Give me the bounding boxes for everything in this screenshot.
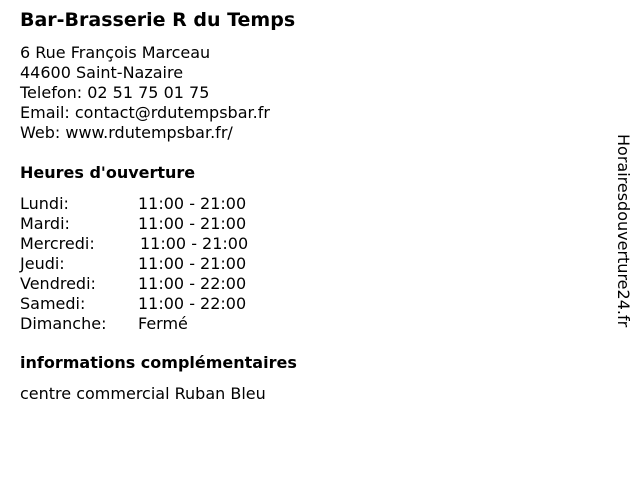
phone-line: Telefon: 02 51 75 01 75 [20,83,210,102]
hours-row-friday [20,274,248,294]
business-name: Bar-Brasserie R du Temps [20,9,296,31]
time-value: 11:00 - 21:00 [138,254,247,273]
hours-row-saturday [20,294,248,314]
info-heading: informations complémentaires [20,353,297,372]
address-city: 44600 Saint-Nazaire [20,63,184,82]
email-line: Email: contact@rdutempsbar.fr [20,103,270,122]
info-text: centre commercial Ruban Bleu [20,384,266,403]
time-value: 11:00 - 21:00 [140,234,249,253]
address-street: 6 Rue François Marceau [20,43,211,62]
day-label: Samedi: [20,294,86,313]
day-label: Mardi: [20,214,70,233]
web-line: Web: www.rdutempsbar.fr/ [20,123,233,142]
time-value: Fermé [138,314,188,333]
site-watermark: Horairesdouverture24.fr [614,134,633,328]
hours-row-wednesday [20,234,248,254]
day-label: Vendredi: [20,274,96,293]
day-label: Dimanche: [20,314,107,333]
contact-block [20,43,270,143]
hours-row-thursday [20,254,248,274]
hours-heading: Heures d'ouverture [20,163,196,182]
time-value: 11:00 - 21:00 [138,194,247,213]
hours-row-tuesday [20,214,248,234]
hours-row-sunday [20,314,248,334]
opening-hours-list [20,194,248,334]
time-value: 11:00 - 22:00 [138,294,247,313]
time-value: 11:00 - 21:00 [138,214,247,233]
day-label: Mercredi: [20,234,95,253]
day-label: Jeudi: [20,254,65,273]
day-label: Lundi: [20,194,69,213]
time-value: 11:00 - 22:00 [138,274,247,293]
hours-row-monday [20,194,248,214]
